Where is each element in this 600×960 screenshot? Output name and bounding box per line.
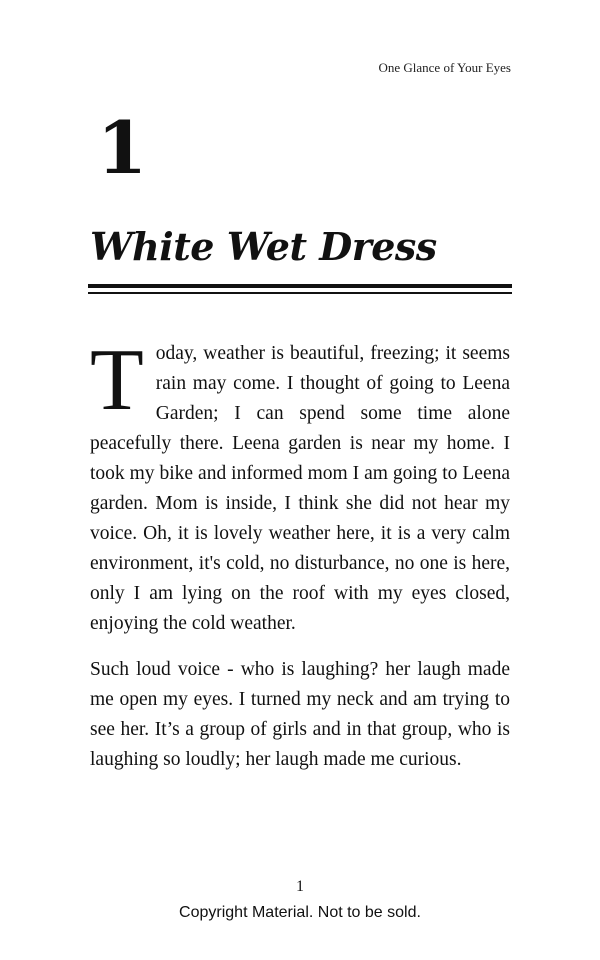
paragraph-2: Such loud voice - who is laughing? her laugh made me open my eyes. I turned my neck and am trying to see her. It’s a group of girls and in that group, who is laughing so loudly; her laugh made me curious. xyxy=(90,659,510,770)
page-number: 1 xyxy=(296,878,304,895)
running-header: One Glance of Your Eyes xyxy=(378,60,511,75)
chapter-number: 1 xyxy=(97,105,148,190)
paragraph-1 xyxy=(90,332,510,639)
title-rule-thin xyxy=(88,292,512,294)
title-rule-thick xyxy=(88,284,512,288)
copyright-notice: Copyright Material. Not to be sold. xyxy=(179,904,421,921)
paragraph-1-text: oday, weather is beautiful, freezing; it seems rain may come. I thought of going to Leena Garden; I can spend some time alone peacefully there. Leena garden is near my home. I took my bike and informed mom I am going to Leena garden. Mom is inside, I think she did not hear my voice. Oh, it is lovely weather here, it is a very calm environment, it's cold, no disturbance, no one is here, only I am lying on the roof with my eyes closed, enjoying the cold weather. xyxy=(90,343,510,634)
body-text xyxy=(90,332,510,775)
drop-cap: T xyxy=(90,332,144,429)
chapter-title: White Wet Dress xyxy=(90,224,437,269)
